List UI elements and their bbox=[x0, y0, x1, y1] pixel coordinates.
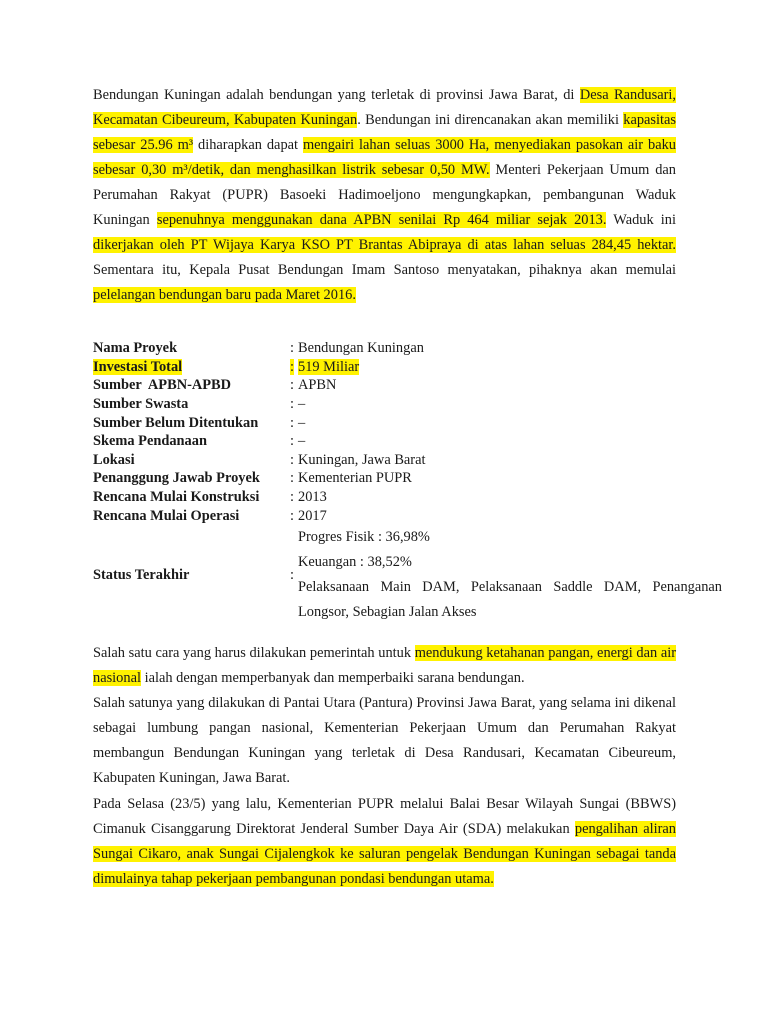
text-run: Waduk ini bbox=[606, 212, 676, 228]
table-row bbox=[93, 376, 722, 395]
text-run: Pada Selasa (23/5) yang lalu, Kementerian PUPR melalui Balai Besar Wilayah Sungai (BBWS) Cimanuk Cisanggarung Direktorat Jenderal Sumber Daya Air (SDA) melakukan bbox=[93, 796, 676, 837]
highlighted-text: dikerjakan oleh PT Wijaya Karya KSO PT Brantas Abipraya di atas lahan seluas 284,45 hektar. bbox=[93, 237, 676, 253]
text-run: Bendungan Kuningan adalah bendungan yang terletak di provinsi Jawa Barat, di bbox=[93, 87, 580, 103]
status-row bbox=[93, 525, 722, 625]
row-separator: : bbox=[290, 489, 294, 506]
status-label: Status Terakhir bbox=[93, 566, 190, 583]
row-separator: : bbox=[290, 470, 294, 487]
row-label: Skema Pendanaan bbox=[93, 433, 207, 450]
table-row bbox=[93, 358, 722, 377]
highlighted-text: mengairi lahan seluas 3000 Ha, menyediakan pasokan air baku sebesar 0,30 m³/detik, dan menghasilkan listrik sebesar 0,50 MW. bbox=[93, 137, 676, 178]
table-row bbox=[93, 395, 722, 414]
status-activities: Pelaksanaan Main DAM, Pelaksanaan Saddle DAM, Penanganan Longsor, Sebagian Jalan Akses bbox=[298, 578, 722, 620]
table-row bbox=[93, 339, 722, 358]
row-separator: : bbox=[290, 566, 294, 583]
row-value: Kuningan, Jawa Barat bbox=[298, 451, 426, 468]
highlighted-text: sepenuhnya menggunakan dana APBN senilai Rp 464 miliar sejak 2013. bbox=[156, 212, 607, 228]
highlighted-text: Desa Randusari, Kecamatan Cibeureum, Kabupaten Kuningan bbox=[93, 87, 676, 128]
text-run: diharapkan dapat bbox=[193, 137, 303, 153]
row-label: Sumber Belum Ditentukan bbox=[93, 414, 259, 431]
table-row bbox=[93, 488, 722, 507]
table-row bbox=[93, 432, 722, 451]
row-separator: : bbox=[290, 507, 294, 524]
row-separator: : bbox=[290, 358, 294, 375]
row-value: – bbox=[298, 414, 306, 431]
row-separator: : bbox=[290, 451, 294, 468]
row-label: Sumber Swasta bbox=[93, 396, 189, 413]
status-lines bbox=[298, 525, 722, 625]
row-separator: : bbox=[290, 396, 294, 413]
row-value: APBN bbox=[298, 377, 337, 394]
row-label: Nama Proyek bbox=[93, 340, 178, 357]
row-value: Bendungan Kuningan bbox=[298, 340, 424, 357]
body-paragraph-2 bbox=[93, 641, 676, 691]
row-label: Rencana Mulai Konstruksi bbox=[93, 489, 260, 506]
table-row bbox=[93, 451, 722, 470]
highlighted-text: kapasitas sebesar 25.96 m³ bbox=[93, 112, 676, 153]
text-run: Sementara itu, Kepala Pusat Bendungan Imam Santoso menyatakan, pihaknya akan memulai bbox=[93, 262, 676, 278]
intro-paragraph bbox=[93, 83, 676, 308]
text-run: Salah satu cara yang harus dilakukan pemerintah untuk bbox=[93, 645, 415, 661]
table-row bbox=[93, 469, 722, 488]
text-run: ialah dengan memperbanyak dan memperbaiki sarana bendungan. bbox=[140, 670, 525, 686]
row-separator: : bbox=[290, 414, 294, 431]
row-label: Penanggung Jawab Proyek bbox=[93, 470, 260, 487]
row-separator: : bbox=[290, 377, 294, 394]
row-value: – bbox=[298, 396, 306, 413]
table-row bbox=[93, 413, 722, 432]
highlighted-text: mendukung ketahanan pangan, energi dan air nasional bbox=[93, 645, 676, 686]
text-run: Menteri Pekerjaan Umum dan Perumahan Rakyat (PUPR) Basoeki Hadimoeljono mengungkapkan, pembangunan Waduk Kuningan bbox=[93, 162, 676, 228]
body-paragraph-4 bbox=[93, 792, 676, 892]
body-paragraph-3: Salah satunya yang dilakukan di Pantai Utara (Pantura) Provinsi Jawa Barat, yang selama ini dikenal sebagai lumbung pangan nasional, Kementerian Pekerjaan Umum dan Perumahan Rakyat membangun Bendungan Kuningan yang terletak di Desa Randusari, Kecamatan Cibeureum, Kabupaten Kuningan, Jawa Barat. bbox=[93, 695, 676, 786]
table-row bbox=[93, 506, 722, 525]
highlighted-text: pengalihan aliran Sungai Cikaro, anak Sungai Cijalengkok ke saluran pengelak Bendungan Kuningan sebagai tanda dimulainya tahap pekerjaan pembangunan pondasi bendungan utama. bbox=[93, 821, 676, 887]
row-separator: : bbox=[290, 433, 294, 450]
status-value bbox=[298, 525, 722, 625]
project-info-table bbox=[93, 339, 722, 625]
status-progress-finance: Keuangan : 38,52% bbox=[298, 553, 412, 570]
text-run: . Bendungan ini direncanakan akan memiliki bbox=[357, 112, 624, 128]
row-label: Sumber APBN-APBD bbox=[93, 377, 232, 394]
row-value: 519 Miliar bbox=[298, 358, 360, 375]
row-value: – bbox=[298, 433, 306, 450]
row-value: 2013 bbox=[298, 489, 327, 506]
highlighted-text: pelelangan bendungan baru pada Maret 2016. bbox=[93, 287, 356, 303]
row-separator: : bbox=[290, 340, 294, 357]
row-label: Lokasi bbox=[93, 451, 135, 468]
status-progress-physical: Progres Fisik : 36,98% bbox=[298, 528, 430, 545]
row-value: 2017 bbox=[298, 507, 327, 524]
row-label: Rencana Mulai Operasi bbox=[93, 507, 240, 524]
row-label: Investasi Total bbox=[93, 358, 183, 375]
row-value: Kementerian PUPR bbox=[298, 470, 412, 487]
